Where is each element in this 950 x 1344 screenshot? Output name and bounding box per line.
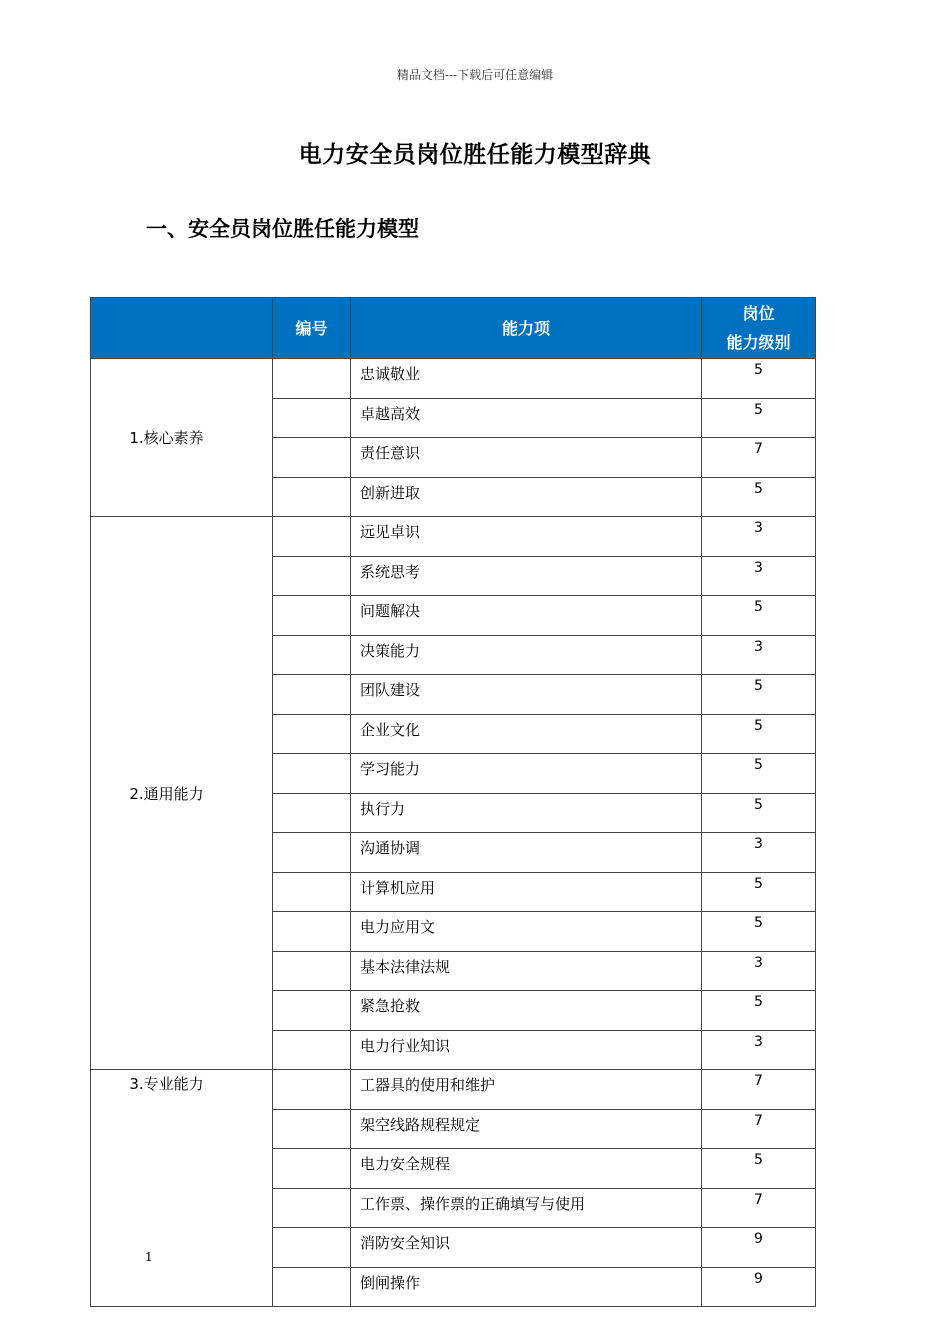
competency-table: [90, 297, 816, 1307]
ability-item-cell: 企业文化: [351, 714, 702, 754]
ability-item-cell: 架空线路规程规定: [351, 1109, 702, 1149]
number-cell: [273, 833, 351, 873]
level-cell: 5: [702, 793, 816, 833]
number-cell: [273, 635, 351, 675]
number-cell: [273, 596, 351, 636]
table-row: [91, 359, 816, 399]
level-cell: 3: [702, 635, 816, 675]
level-cell: 5: [702, 991, 816, 1031]
ability-item-cell: 系统思考: [351, 556, 702, 596]
number-cell: [273, 1228, 351, 1268]
ability-item-cell: 电力行业知识: [351, 1030, 702, 1070]
ability-item-cell: 电力应用文: [351, 912, 702, 952]
number-cell: [273, 359, 351, 399]
number-cell: [273, 991, 351, 1031]
table-row: [91, 1070, 816, 1110]
number-cell: [273, 675, 351, 715]
level-cell: 9: [702, 1267, 816, 1307]
ability-item-cell: 学习能力: [351, 754, 702, 794]
section-heading: 一、安全员岗位胜任能力模型: [146, 217, 419, 241]
ability-item-cell: 卓越高效: [351, 398, 702, 438]
level-cell: 7: [702, 1070, 816, 1110]
ability-item-cell: 消防安全知识: [351, 1228, 702, 1268]
header-note: 精品文档---下载后可任意编辑: [396, 68, 554, 82]
level-cell: 9: [702, 1228, 816, 1268]
level-cell: 7: [702, 1109, 816, 1149]
number-cell: [273, 1149, 351, 1189]
ability-item-cell: 电力安全规程: [351, 1149, 702, 1189]
ability-item-cell: 创新进取: [351, 477, 702, 517]
level-cell: 5: [702, 477, 816, 517]
level-cell: 5: [702, 872, 816, 912]
number-cell: [273, 1188, 351, 1228]
number-cell: [273, 1070, 351, 1110]
ability-item-cell: 沟通协调: [351, 833, 702, 873]
level-cell: 5: [702, 1149, 816, 1189]
level-cell: 3: [702, 833, 816, 873]
table-body: [91, 359, 816, 1307]
level-cell: 5: [702, 754, 816, 794]
level-cell: 5: [702, 714, 816, 754]
level-cell: 5: [702, 596, 816, 636]
header-level-line2: 能力级别: [726, 333, 791, 352]
ability-item-cell: 倒闸操作: [351, 1267, 702, 1307]
table-row: [91, 517, 816, 557]
ability-item-cell: 忠诚敬业: [351, 359, 702, 399]
category-cell: 2.通用能力: [91, 517, 273, 1070]
number-cell: [273, 793, 351, 833]
ability-item-cell: 远见卓识: [351, 517, 702, 557]
ability-item-cell: 工作票、操作票的正确填写与使用: [351, 1188, 702, 1228]
category-cell: 1.核心素养: [91, 359, 273, 517]
ability-item-cell: 工器具的使用和维护: [351, 1070, 702, 1110]
number-cell: [273, 714, 351, 754]
ability-item-cell: 问题解决: [351, 596, 702, 636]
level-cell: 3: [702, 951, 816, 991]
level-cell: 7: [702, 1188, 816, 1228]
level-cell: 5: [702, 359, 816, 399]
header-level-line1: 岗位: [742, 304, 775, 323]
ability-item-cell: 团队建设: [351, 675, 702, 715]
level-cell: 5: [702, 398, 816, 438]
number-cell: [273, 477, 351, 517]
category-cell: 3.专业能力: [91, 1070, 273, 1307]
ability-item-cell: 责任意识: [351, 438, 702, 478]
number-cell: [273, 951, 351, 991]
number-cell: [273, 1109, 351, 1149]
number-cell: [273, 872, 351, 912]
header-level: [702, 298, 816, 359]
ability-item-cell: 基本法律法规: [351, 951, 702, 991]
level-cell: 3: [702, 556, 816, 596]
number-cell: [273, 517, 351, 557]
number-cell: [273, 1267, 351, 1307]
level-cell: 3: [702, 517, 816, 557]
header-number: 编号: [273, 298, 351, 359]
ability-item-cell: 计算机应用: [351, 872, 702, 912]
number-cell: [273, 754, 351, 794]
table-header: [91, 298, 816, 359]
header-item: 能力项: [351, 298, 702, 359]
number-cell: [273, 438, 351, 478]
level-cell: 3: [702, 1030, 816, 1070]
ability-item-cell: 紧急抢救: [351, 991, 702, 1031]
level-cell: 5: [702, 912, 816, 952]
level-cell: 5: [702, 675, 816, 715]
number-cell: [273, 398, 351, 438]
page-number: 1: [145, 1250, 153, 1264]
level-cell: 7: [702, 438, 816, 478]
header-category: [91, 298, 273, 359]
number-cell: [273, 556, 351, 596]
document-title: 电力安全员岗位胜任能力模型辞典: [298, 142, 652, 168]
number-cell: [273, 912, 351, 952]
ability-item-cell: 决策能力: [351, 635, 702, 675]
number-cell: [273, 1030, 351, 1070]
ability-item-cell: 执行力: [351, 793, 702, 833]
